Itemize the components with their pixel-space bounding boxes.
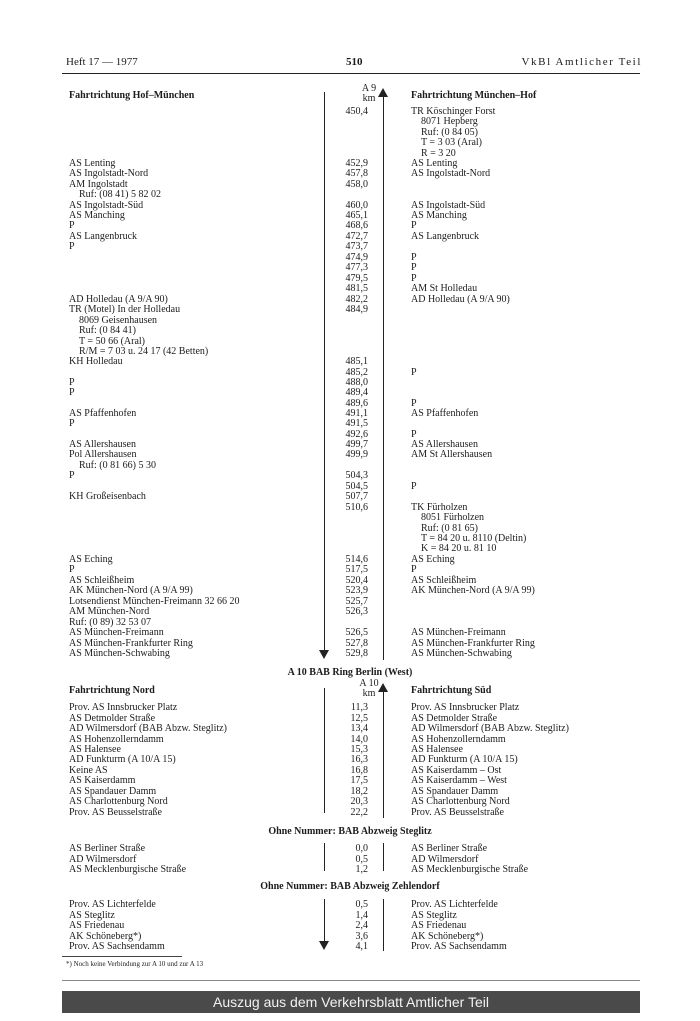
left-entry: AD Holledau (A 9/A 90) xyxy=(69,294,168,305)
left-entry: AS Steglitz xyxy=(69,910,115,921)
right-entry: AM St Allershausen xyxy=(411,449,493,460)
bottom-rule xyxy=(62,980,640,981)
right-entry: AS Manching xyxy=(411,210,467,221)
km-value: 499,7 xyxy=(345,439,368,450)
km-value: 457,8 xyxy=(345,168,368,179)
left-entry: AM München-Nord xyxy=(69,606,150,617)
right-entry: P xyxy=(411,564,417,575)
right-entry: AS Berliner Straße xyxy=(411,843,488,854)
km-value: 489,4 xyxy=(345,387,368,398)
s3-title: Ohne Nummer: BAB Abzweig Steglitz xyxy=(268,826,432,837)
right-entry: Prov. AS Beusselstraße xyxy=(411,807,504,818)
left-entry: AS Spandauer Damm xyxy=(69,786,157,797)
s1-unit-label: km xyxy=(362,93,376,104)
left-entry: AS Eching xyxy=(69,554,113,565)
km-value: 525,7 xyxy=(345,596,368,607)
left-entry: P xyxy=(69,470,75,481)
km-value: 504,5 xyxy=(345,481,368,492)
km-value: 13,4 xyxy=(350,723,368,734)
right-entry: K = 84 20 u. 81 10 xyxy=(421,543,497,554)
right-entry: Ruf: (0 84 05) xyxy=(421,127,478,138)
km-value: 526,5 xyxy=(345,627,368,638)
right-entry: P xyxy=(411,398,417,409)
km-value: 20,3 xyxy=(350,796,368,807)
right-entry: AS Charlottenburg Nord xyxy=(411,796,510,807)
s2-left-title: Fahrtrichtung Nord xyxy=(69,685,155,696)
page-number: 510 xyxy=(346,56,363,68)
right-entry: AS Ingolstadt-Nord xyxy=(411,168,491,179)
right-entry: AS Eching xyxy=(411,554,455,565)
left-entry: AS München-Schwabing xyxy=(69,648,170,659)
left-entry: KH Großeisenbach xyxy=(69,491,146,502)
km-value: 1,4 xyxy=(355,910,368,921)
km-value: 465,1 xyxy=(345,210,368,221)
left-entry: TR (Motel) In der Holledau xyxy=(69,304,181,315)
right-entry: Prov. AS Lichterfelde xyxy=(411,899,498,910)
right-entry: AS Schleißheim xyxy=(411,575,477,586)
km-value: 520,4 xyxy=(345,575,368,586)
s4-title: Ohne Nummer: BAB Abzweig Zehlendorf xyxy=(260,881,440,892)
left-entry: Prov. AS Sachsendamm xyxy=(69,941,165,952)
right-entry: AM St Holledau xyxy=(411,283,478,294)
right-entry: AS Mecklenburgische Straße xyxy=(411,864,529,875)
left-entry: T = 50 66 (Aral) xyxy=(79,336,145,347)
right-entry: AK Schöneberg*) xyxy=(411,931,484,942)
km-value: 16,3 xyxy=(350,754,368,765)
km-value: 499,9 xyxy=(345,449,368,460)
left-entry: P xyxy=(69,418,75,429)
km-value: 15,3 xyxy=(350,744,368,755)
left-entry: AS Mecklenburgische Straße xyxy=(69,864,187,875)
right-entry: AS Lenting xyxy=(411,158,458,169)
right-entry: AD Wilmersdorf (BAB Abzw. Steglitz) xyxy=(411,723,569,734)
right-entry: AS Ingolstadt-Süd xyxy=(411,200,486,211)
left-entry: 8069 Geisenhausen xyxy=(79,315,158,326)
left-entry: AS Berliner Straße xyxy=(69,843,146,854)
left-entry: AK München-Nord (A 9/A 99) xyxy=(69,585,193,596)
km-value: 17,5 xyxy=(350,775,368,786)
right-entry: P xyxy=(411,429,417,440)
left-entry: AM Ingolstadt xyxy=(69,179,128,190)
km-value: 2,4 xyxy=(355,920,368,931)
km-value: 492,6 xyxy=(345,429,368,440)
right-entry: AS Friedenau xyxy=(411,920,467,931)
km-value: 482,2 xyxy=(345,294,368,305)
left-entry: Pol Allershausen xyxy=(69,449,137,460)
km-value: 510,6 xyxy=(345,502,368,513)
s1-left-title: Fahrtrichtung Hof–München xyxy=(69,90,195,101)
s2-unit-label: km xyxy=(362,688,376,699)
km-value: 12,5 xyxy=(350,713,368,724)
km-value: 460,0 xyxy=(345,200,368,211)
s2-road-label: A 10 xyxy=(359,678,379,689)
left-entry: Keine AS xyxy=(69,765,108,776)
left-entry: P xyxy=(69,564,75,575)
km-value: 489,6 xyxy=(345,398,368,409)
km-value: 479,5 xyxy=(345,273,368,284)
left-entry: AS Pfaffenhofen xyxy=(69,408,137,419)
km-value: 468,6 xyxy=(345,220,368,231)
right-entry: TK Fürholzen xyxy=(411,502,468,513)
right-entry: T = 3 03 (Aral) xyxy=(421,137,482,148)
footer-banner: Auszug aus dem Verkehrsblatt Amtlicher Teil xyxy=(62,991,640,1013)
left-entry: AS Ingolstadt-Nord xyxy=(69,168,149,179)
s1-right-title: Fahrtrichtung München–Hof xyxy=(411,90,537,101)
km-value: 477,3 xyxy=(345,262,368,273)
left-entry: Ruf: (0 84 41) xyxy=(79,325,136,336)
km-value: 473,7 xyxy=(345,241,368,252)
left-entry: Prov. AS Lichterfelde xyxy=(69,899,156,910)
right-entry: Prov. AS Sachsendamm xyxy=(411,941,507,952)
right-entry: AD Holledau (A 9/A 90) xyxy=(411,294,510,305)
km-value: 4,1 xyxy=(355,941,368,952)
left-entry: AS Charlottenburg Nord xyxy=(69,796,168,807)
left-entry: AS Schleißheim xyxy=(69,575,135,586)
km-value: 485,1 xyxy=(345,356,368,367)
right-entry: TR Köschinger Forst xyxy=(411,106,496,117)
km-value: 484,9 xyxy=(345,304,368,315)
right-entry: AS Hohenzollerndamm xyxy=(411,734,506,745)
km-value: 16,8 xyxy=(350,765,368,776)
right-entry: P xyxy=(411,252,417,263)
km-value: 529,8 xyxy=(345,648,368,659)
right-entry: P xyxy=(411,367,417,378)
right-entry: T = 84 20 u. 8110 (Deltin) xyxy=(421,533,527,544)
left-entry: P xyxy=(69,220,75,231)
right-entry: AD Funkturm (A 10/A 15) xyxy=(411,754,518,765)
km-value: 0,5 xyxy=(355,854,368,865)
s1-road-label: A 9 xyxy=(361,83,377,94)
publication-label: VkBl Amtlicher Teil xyxy=(521,56,642,68)
left-entry: AS Langenbruck xyxy=(69,231,138,242)
left-entry: AD Funkturm (A 10/A 15) xyxy=(69,754,176,765)
right-entry: 8071 Hepberg xyxy=(421,116,478,127)
km-value: 514,6 xyxy=(345,554,368,565)
km-value: 3,6 xyxy=(355,931,368,942)
left-entry: AS Halensee xyxy=(69,744,121,755)
left-entry: AS Manching xyxy=(69,210,125,221)
right-entry: AS Detmolder Straße xyxy=(411,713,498,724)
right-entry: AS Steglitz xyxy=(411,910,457,921)
km-value: 517,5 xyxy=(345,564,368,575)
km-value: 0,0 xyxy=(355,843,368,854)
km-value: 504,3 xyxy=(345,470,368,481)
left-entry: AK Schöneberg*) xyxy=(69,931,142,942)
right-entry: AS Kaiserdamm – Ost xyxy=(411,765,502,776)
left-entry: AS München-Freimann xyxy=(69,627,164,638)
left-entry: AS München-Frankfurter Ring xyxy=(69,638,193,649)
right-entry: AS Spandauer Damm xyxy=(411,786,499,797)
km-value: 488,0 xyxy=(345,377,368,388)
right-entry: AS Langenbruck xyxy=(411,231,480,242)
s2-title: A 10 BAB Ring Berlin (West) xyxy=(287,667,413,678)
left-entry: AD Wilmersdorf xyxy=(69,854,137,865)
right-entry: Ruf: (0 81 65) xyxy=(421,523,478,534)
km-value: 0,5 xyxy=(355,899,368,910)
s2-right-title: Fahrtrichtung Süd xyxy=(411,685,492,696)
km-value: 523,9 xyxy=(345,585,368,596)
km-value: 450,4 xyxy=(345,106,368,117)
right-entry: AS München-Schwabing xyxy=(411,648,512,659)
km-value: 472,7 xyxy=(345,231,368,242)
km-value: 11,3 xyxy=(350,702,368,713)
km-value: 527,8 xyxy=(345,638,368,649)
km-value: 491,5 xyxy=(345,418,368,429)
right-entry: AS Kaiserdamm – West xyxy=(411,775,507,786)
right-entry: AS München-Freimann xyxy=(411,627,506,638)
footnote-rule xyxy=(62,956,182,957)
km-value: 491,1 xyxy=(345,408,368,419)
km-value: 458,0 xyxy=(345,179,368,190)
left-entry: R/M = 7 03 u. 24 17 (42 Betten) xyxy=(79,346,209,357)
left-entry: AS Detmolder Straße xyxy=(69,713,156,724)
km-value: 526,3 xyxy=(345,606,368,617)
left-entry: KH Holledau xyxy=(69,356,123,367)
km-value: 18,2 xyxy=(350,786,368,797)
left-entry: P xyxy=(69,387,75,398)
right-entry: P xyxy=(411,481,417,492)
left-entry: AS Hohenzollerndamm xyxy=(69,734,164,745)
left-entry: P xyxy=(69,377,75,388)
km-value: 485,2 xyxy=(345,367,368,378)
right-entry: P xyxy=(411,273,417,284)
left-entry: AS Ingolstadt-Süd xyxy=(69,200,144,211)
right-entry: AS Allershausen xyxy=(411,439,478,450)
right-entry: P xyxy=(411,262,417,273)
km-value: 474,9 xyxy=(345,252,368,263)
right-entry: P xyxy=(411,220,417,231)
left-entry: Prov. AS Beusselstraße xyxy=(69,807,162,818)
right-entry: AD Wilmersdorf xyxy=(411,854,479,865)
footnote: *) Noch keine Verbindung zur A 10 und zur A 13 xyxy=(66,960,204,968)
left-entry: Ruf: (0 81 66) 5 30 xyxy=(79,460,156,471)
left-entry: Ruf: (08 41) 5 82 02 xyxy=(79,189,161,200)
left-entry: AS Friedenau xyxy=(69,920,125,931)
right-entry: AS Halensee xyxy=(411,744,463,755)
left-entry: Lotsendienst München-Freimann 32 66 20 xyxy=(69,596,240,607)
km-value: 452,9 xyxy=(345,158,368,169)
right-entry: Prov. AS Innsbrucker Platz xyxy=(411,702,520,713)
km-value: 14,0 xyxy=(350,734,368,745)
km-value: 481,5 xyxy=(345,283,368,294)
left-entry: Prov. AS Innsbrucker Platz xyxy=(69,702,178,713)
km-value: 22,2 xyxy=(350,807,368,818)
left-entry: AS Allershausen xyxy=(69,439,136,450)
right-entry: R = 3 20 xyxy=(421,148,456,159)
right-entry: AS München-Frankfurter Ring xyxy=(411,638,535,649)
issue-label: Heft 17 — 1977 xyxy=(66,56,138,68)
right-entry: 8051 Fürholzen xyxy=(421,512,485,523)
km-value: 507,7 xyxy=(345,491,368,502)
left-entry: P xyxy=(69,241,75,252)
right-entry: AK München-Nord (A 9/A 99) xyxy=(411,585,535,596)
left-entry: Ruf: (0 89) 32 53 07 xyxy=(69,617,151,628)
km-value: 1,2 xyxy=(355,864,368,875)
left-entry: AD Wilmersdorf (BAB Abzw. Steglitz) xyxy=(69,723,227,734)
left-entry: AS Lenting xyxy=(69,158,116,169)
left-entry: AS Kaiserdamm xyxy=(69,775,136,786)
right-entry: AS Pfaffenhofen xyxy=(411,408,479,419)
